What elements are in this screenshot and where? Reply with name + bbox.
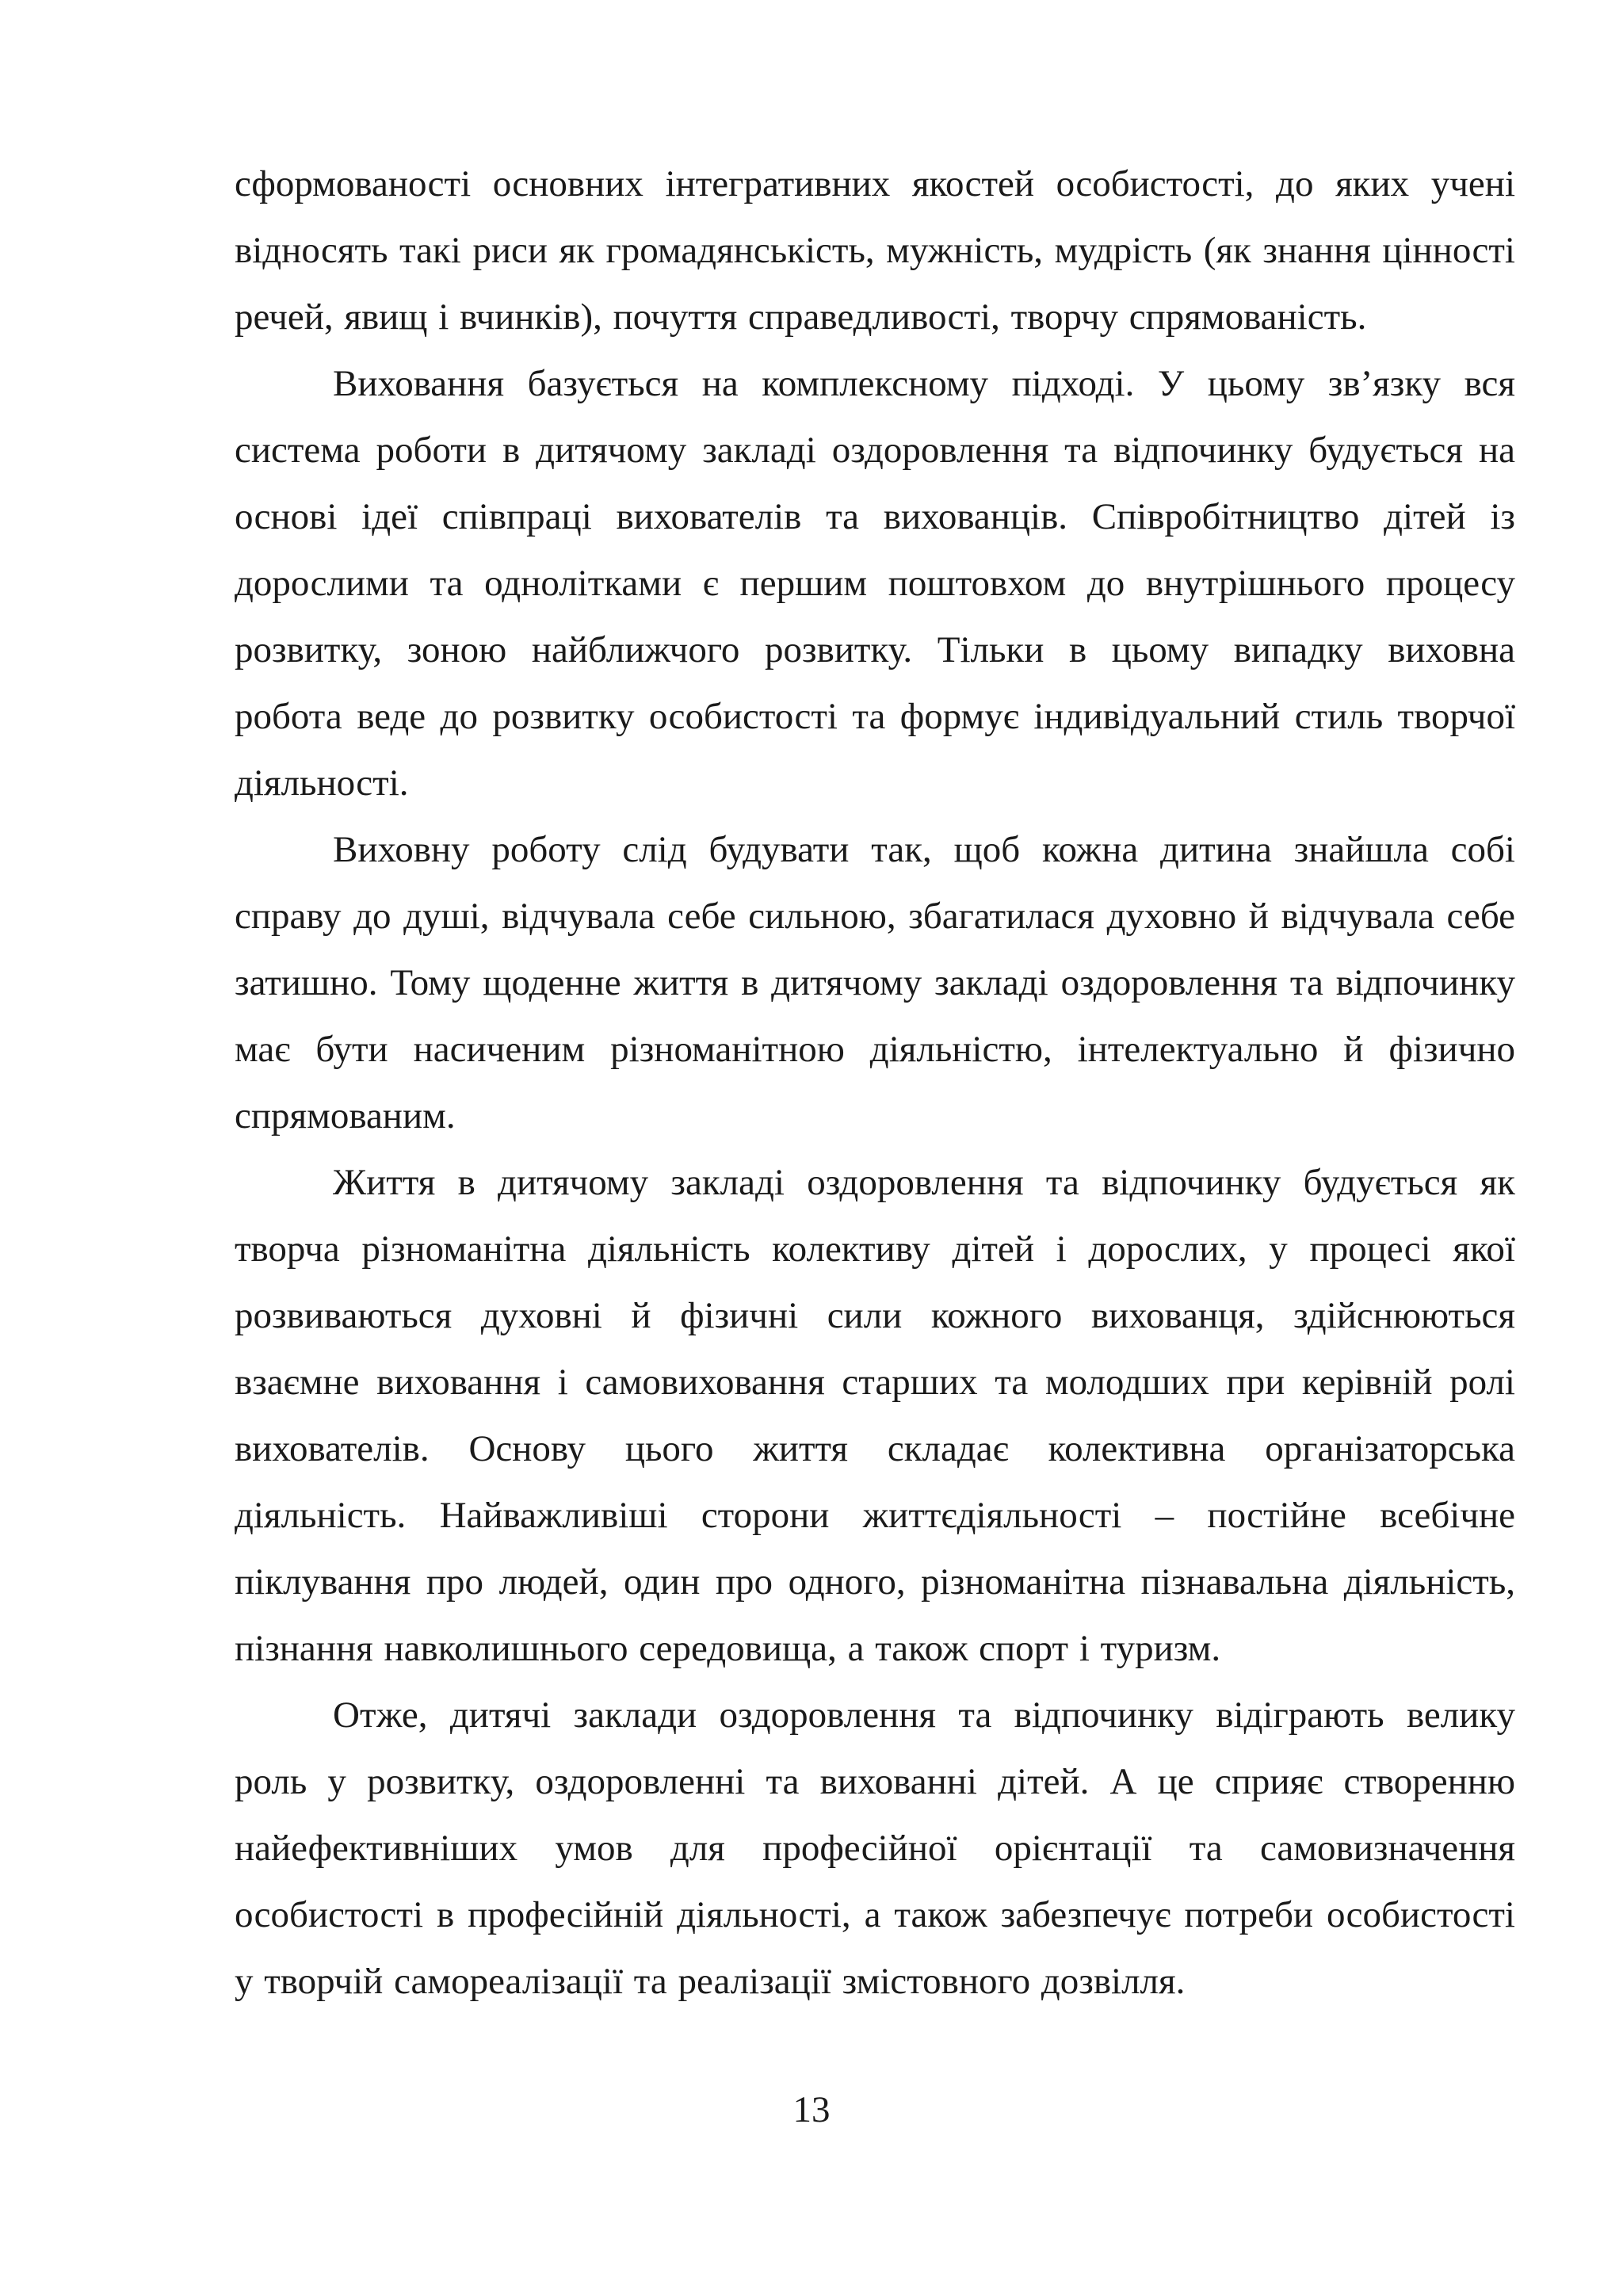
paragraph-educational-work: Виховну роботу слід будувати так, щоб кожна дитина знайшла собі справу до душі, відчувала себе сильною, збагатилася духовно й відчувала себе затишно. Тому щоденне життя в дитячому закладі оздоровлення та відпочинку має бути насиченим різноманітною діяльністю, інтелектуально й фізично спрямованим. [235,829,1515,1137]
page-number: 13 [792,2089,831,2130]
body-text [235,151,1515,2015]
paragraph-camp-life: Життя в дитячому закладі оздоровлення та відпочинку будується як творча різноманітна діяльність колективу дітей і дорослих, у процесі якої розвиваються духовні й фізичні сили кожного вихованця, здійснюються взаємне виховання і самовиховання старших та молодших при керівній ролі вихователів. Основу цього життя складає колективна організаторська діяльність. Найважливіші сторони життєдіяльності – постійне всебічне піклування про людей, один про одного, різноманітна пізнавальна діяльність, пізнання навколишнього середовища, а також спорт і туризм. [235,1162,1515,1669]
paragraph-conclusion: Отже, дитячі заклади оздоровлення та відпочинку відіграють велику роль у розвитку, оздоровленні та вихованні дітей. А це сприяє створенню найефективніших умов для професійної орієнтації та самовизначення особистості в професійній діяльності, а також забезпечує потреби особистості у творчій самореалізації та реалізації змістовного дозвілля. [235,1694,1515,2002]
paragraph-upbringing-approach: Виховання базується на комплексному підході. У цьому зв’язку вся система роботи в дитячому закладі оздоровлення та відпочинку будується на основі ідеї співпраці вихователів та вихованців. Співробітництво дітей із дорослими та однолітками є першим поштовхом до внутрішнього процесу розвитку, зоною найближчого розвитку. Тільки в цьому випадку виховна робота веде до розвитку особистості та формує індивідуальний стиль творчої діяльності. [235,363,1515,804]
paragraph-continuation: сформованості основних інтегративних якостей особистості, до яких учені відносять такі риси як громадянськість, мужність, мудрість (як знання цінності речей, явищ і вчинків), почуття справедливості, творчу спрямованість. [235,163,1515,338]
